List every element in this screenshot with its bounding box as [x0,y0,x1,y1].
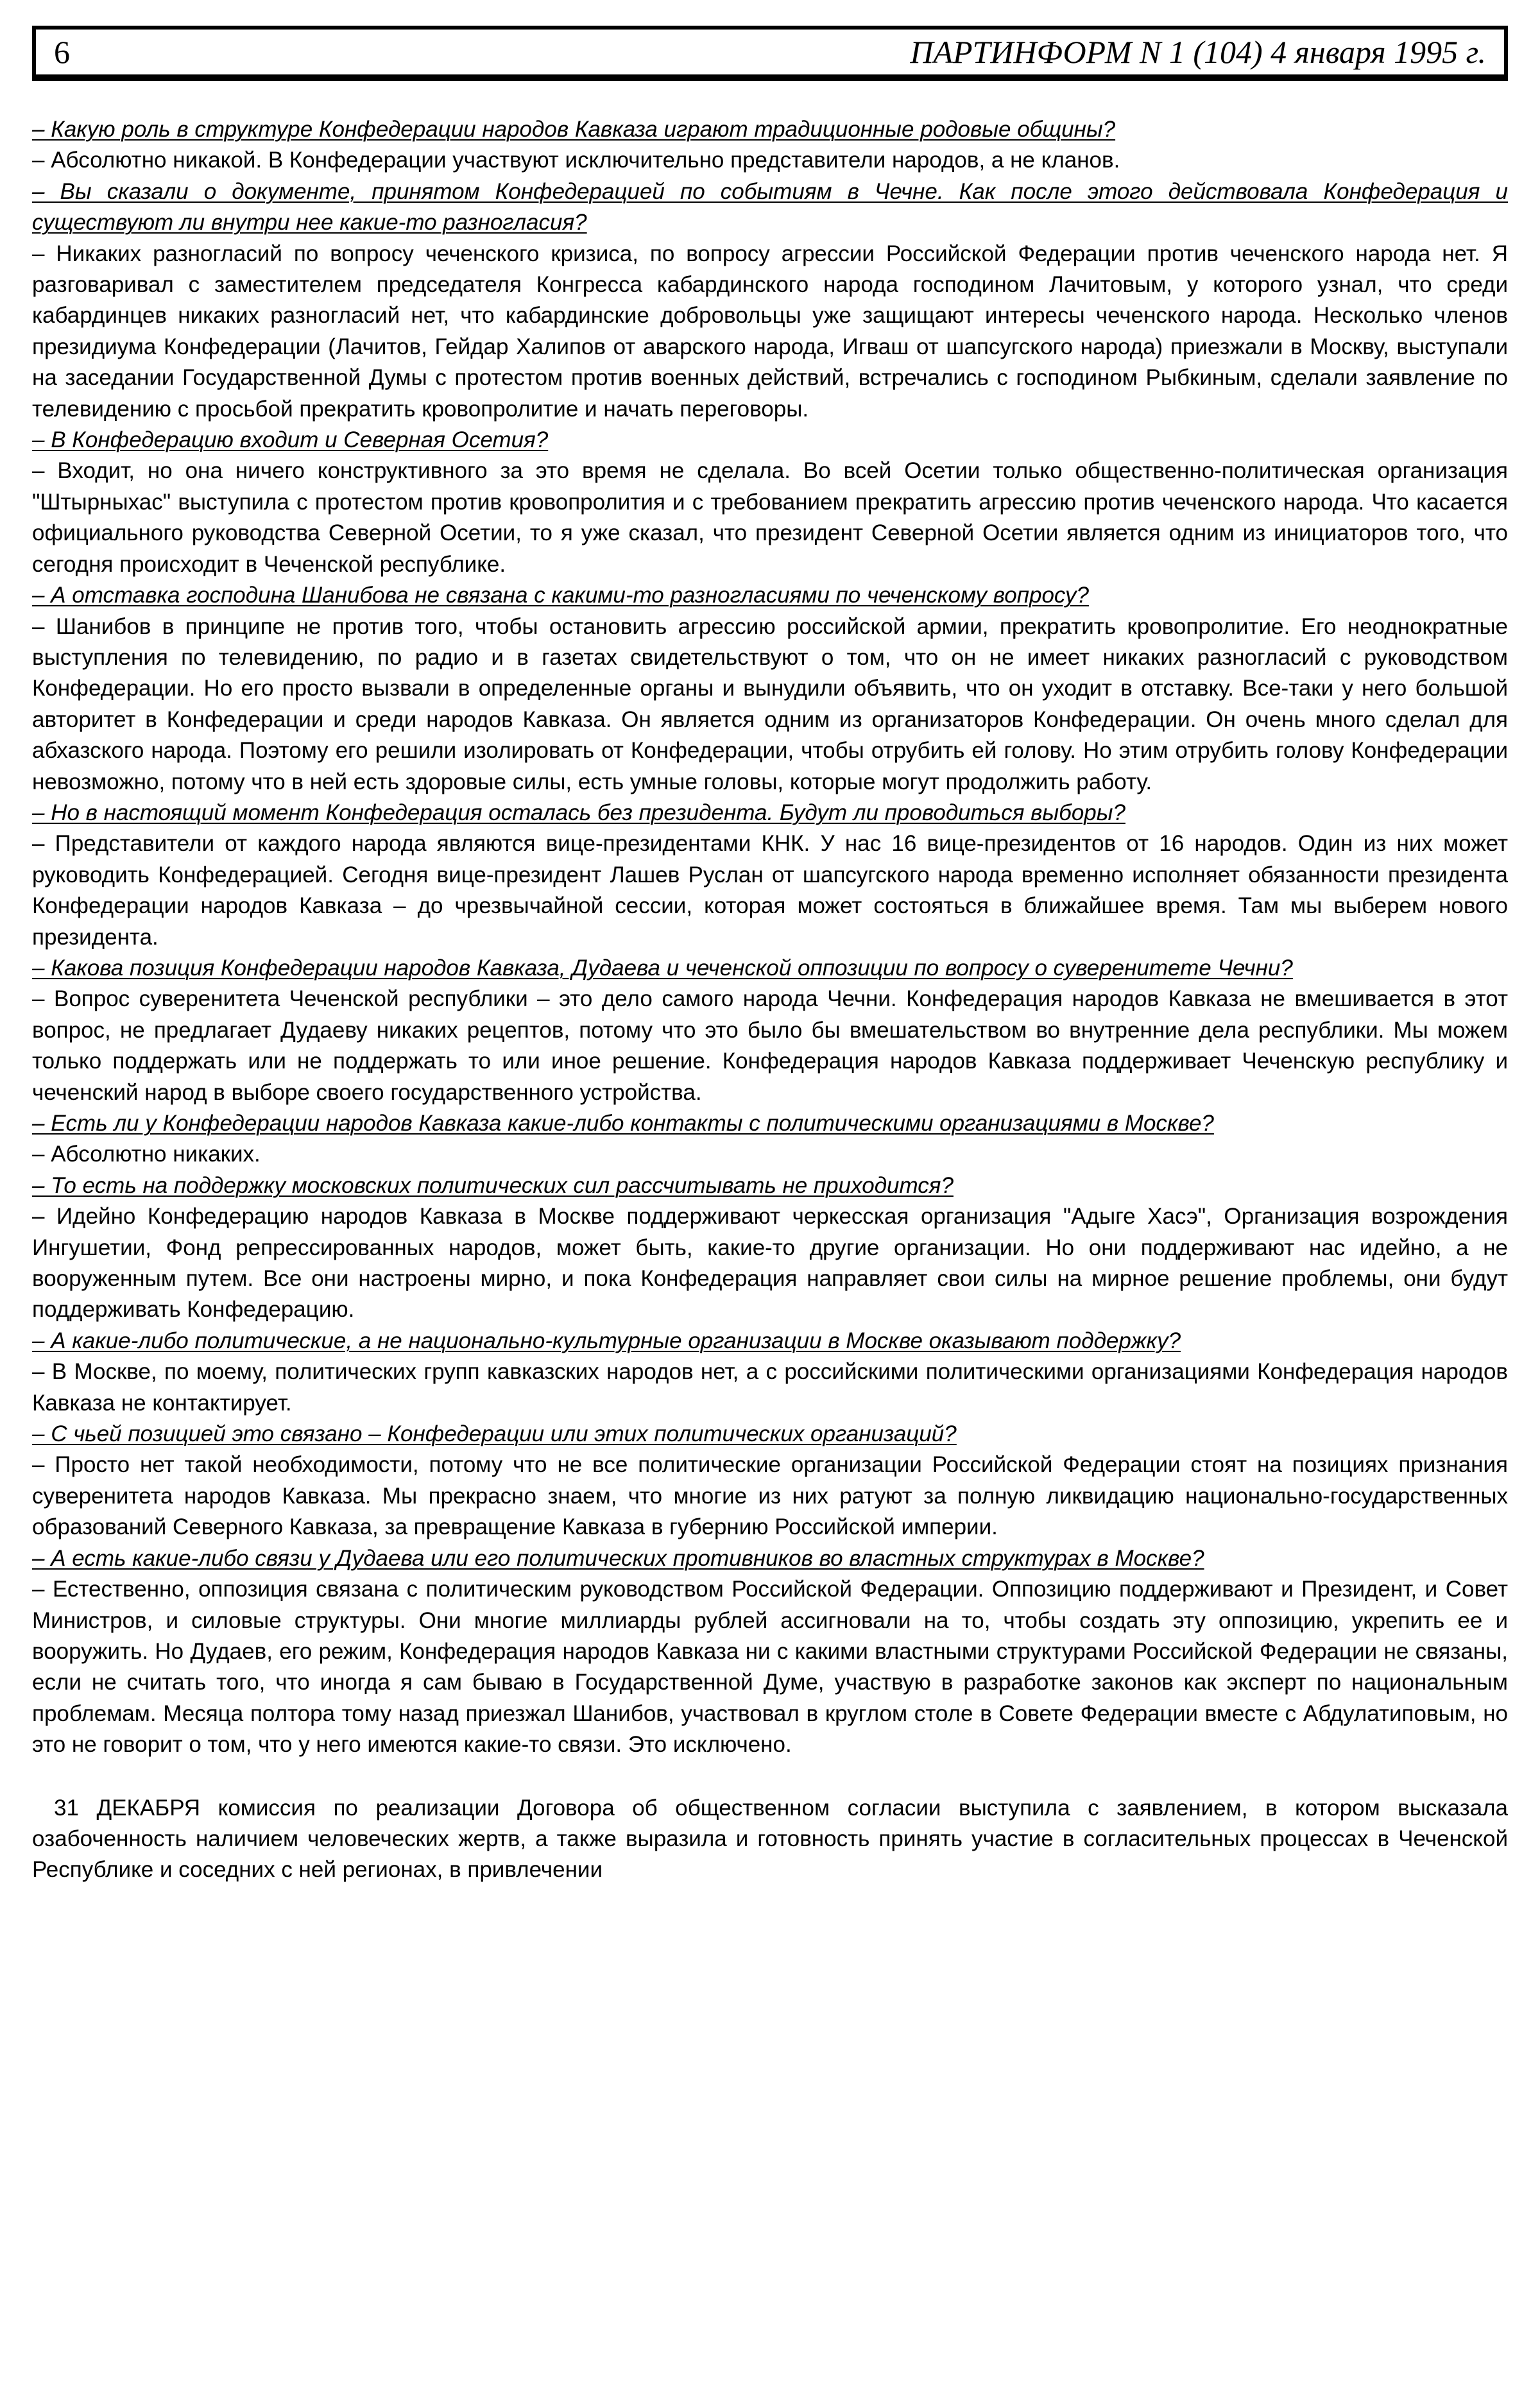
interview-answer: – Шанибов в принципе не против того, чтобы остановить агрессию российской армии, прекратить кровопролитие. Его неоднократные выступления по телевидению, по радио и в газетах свидетельствуют о том, что он не имеет никаких разногласий с руководством Конфедерации. Но его просто вызвали в определенные органы и вынудили объявить, что он уходит в отставку. Все-таки у него большой авторитет в Конфедерации и среди народов Кавказа. Он является одним из организаторов Конфедерации. Он очень много сделал для абхазского народа. Поэтому его решили изолировать от Конфедерации, чтобы отрубить ей голову. Но этим отрубить голову Конфедерации невозможно, потому что в ней есть здоровые силы, есть умные головы, которые могут продолжить работу. [32,613,1508,794]
interview-answer: – Естественно, оппозиция связана с политическим руководством Российской Федерации. Оппозицию поддерживают и Президент, и Совет Министров, и силовые структуры. Они многие миллиарды рублей ассигновали на то, чтобы создать эту оппозицию, укрепить ее и вооружить. Но Дудаев, его режим, Конфедерация народов Кавказа ни с какими властными структурами Российской Федерации не связаны, если не считать того, что иногда я сам бываю в Государственной Думе, участвую в разработке законов как эксперт по национальным проблемам. Месяца полтора тому назад приезжал Шанибов, участвовал в круглом столе в Совете Федерации вместе с Абдулатиповым, но это не говорит о том, что у него имеются какие-то связи. Это исключено. [32,1577,1508,1758]
interview-question: – А какие-либо политические, а не национально-культурные организации в Москве оказывают поддержку? [32,1328,1181,1353]
interview-question: – А есть какие-либо связи у Дудаева или его политических противников во властных структурах в Москве? [32,1545,1204,1571]
publication-title: ПАРТИНФОРМ N 1 (104) 4 января 1995 г. [910,34,1486,70]
paragraph-gap [32,1761,1508,1793]
interview-answer: – Просто нет такой необходимости, потому что не все политические организации Российской Федерации стоят на позициях признания суверенитета народов Кавказа. Мы прекрасно знаем, что многие из них ратуют за полную ликвидацию национально-государственных образований Северного Кавказа, за превращение Кавказа в губернию Российской империи. [32,1452,1508,1540]
interview-question: – Какова позиция Конфедерации народов Кавказа, Дудаева и чеченской оппозиции по вопросу о суверенитете Чечни? [32,955,1293,981]
interview-answer: – Абсолютно никаких. [32,1142,261,1167]
page-number: 6 [54,34,70,70]
news-paragraph: 31 ДЕКАБРЯ комиссия по реализации Договора об общественном согласии выступила с заявлением, в котором высказала озабоченность наличием человеческих жертв, а также выразила и готовность принять участие в согласительных процессах в Чеченской Республике и соседних с ней регионах, в привлечении [32,1795,1508,1883]
interview-question: – Вы сказали о документе, принятом Конфедерацией по событиям в Чечне. Как после этого действовала Конфедерация и существуют ли внутри нее какие-то разногласия? [32,178,1508,236]
interview-answer: – Идейно Конфедерацию народов Кавказа в Москве поддерживают черкесская организация "Адыге Хасэ", Организация возрождения Ингушетии, Фонд репрессированных народов, может быть, какие-то другие организации. Но они поддерживают нас идейно, а не вооруженным путем. Все они настроены мирно, и пока Конфедерация направляет свои силы на мирное решение проблемы, они будут поддерживать Конфедерацию. [32,1204,1508,1323]
interview-question: – А отставка господина Шанибова не связана с какими-то разногласиями по чеченскому вопросу? [32,583,1089,608]
interview-question: – То есть на поддержку московских политических сил рассчитывать не приходится? [32,1172,954,1198]
page-header [32,26,1508,81]
interview-question: – Какую роль в структуре Конфедерации народов Кавказа играют традиционные родовые общины? [32,117,1116,142]
interview-answer: – В Москве, по моему, политических групп кавказских народов нет, а с российскими политическими организациями Конфедерация народов Кавказа не контактирует. [32,1359,1508,1416]
newspaper-page [32,26,1508,1886]
interview-question: – В Конфедерацию входит и Северная Осетия? [32,427,549,453]
interview-answer: – Представители от каждого народа являются вице-президентами КНК. У нас 16 вице-президентов от 16 народов. Один из них может руководить Конфедерацией. Сегодня вице-президент Лашев Руслан от шапсугского народа временно исполняет обязанности президента Конфедерации народов Кавказа – до чрезвычайной сессии, которая может состояться в ближайшее время. Там мы выберем нового президента. [32,831,1508,950]
interview-answer: – Абсолютно никакой. В Конфедерации участвуют исключительно представители народов, а не кланов. [32,148,1120,173]
interview-question: – Есть ли у Конфедерации народов Кавказа какие-либо контакты с политическими организациями в Москве? [32,1111,1214,1136]
article-body [32,114,1508,1886]
interview-question: – Но в настоящий момент Конфедерация осталась без президента. Будут ли проводиться выборы? [32,800,1125,825]
interview-answer: – Вопрос суверенитета Чеченской республики – это дело самого народа Чечни. Конфедерация народов Кавказа не вмешивается в этот вопрос, не предлагает Дудаеву никаких рецептов, потому что это было бы вмешательством во внутренние дела республики. Мы можем только поддержать или не поддержать то или иное решение. Конфедерация народов Кавказа поддерживает Чеченскую республику и чеченский народ в выборе своего государственного устройства. [32,986,1508,1105]
interview-question: – С чьей позицией это связано – Конфедерации или этих политических организаций? [32,1421,957,1447]
interview-answer: – Входит, но она ничего конструктивного за это время не сделала. Во всей Осетии только общественно-политическая организация "Штырныхас" выступила с протестом против кровопролития и с требованием прекратить агрессию против чеченского народа. Что касается официального руководства Северной Осетии, то я уже сказал, что президент Северной Осетии является одним из инициаторов того, что сегодня происходит в Чеченской республике. [32,458,1508,577]
interview-answer: – Никаких разногласий по вопросу чеченского кризиса, по вопросу агрессии Российской Федерации против чеченского народа нет. Я разговаривал с заместителем председателя Конгресса кабардинского народа господином Лачитовым, у которого узнал, что среди кабардинцев никаких разногласий нет, что кабардинские добровольцы уже защищают интересы чеченского народа. Несколько членов президиума Конфедерации (Лачитов, Гейдар Халипов от аварского народа, Игваш от шапсугского народа) приезжали в Москву, выступали на заседании Государственной Думы с протестом против военных действий, встречались с господином Рыбкиным, сделали заявление по телевидению с просьбой прекратить кровопролитие и начать переговоры. [32,241,1508,422]
